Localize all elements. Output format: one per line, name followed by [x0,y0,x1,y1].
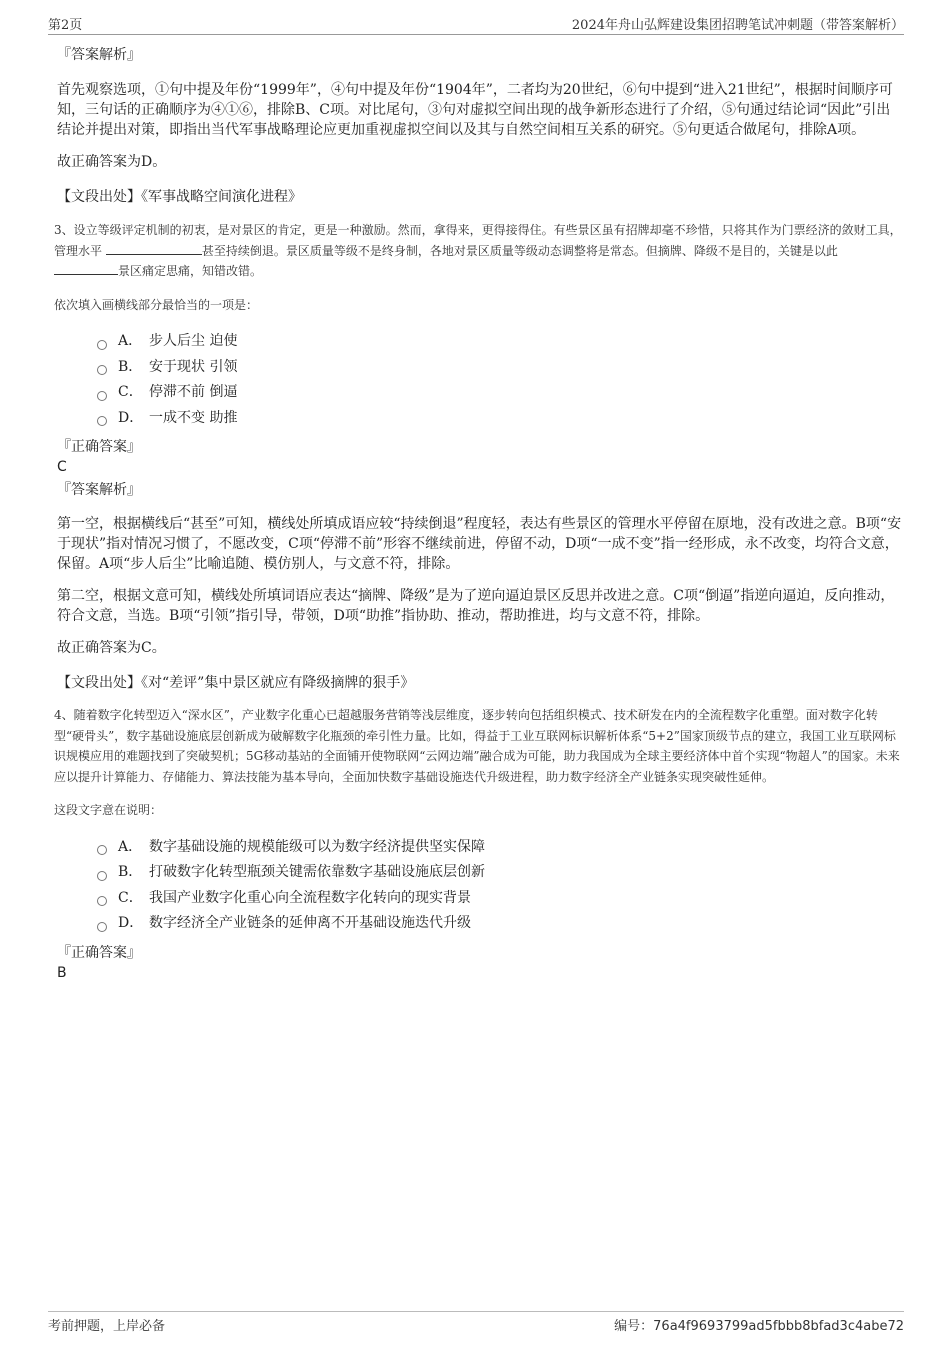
footer-slogan: 考前押题，上岸必备 [48,1319,166,1334]
page-footer [48,1311,904,1334]
radio-icon[interactable] [97,340,107,350]
fill-blank-1 [106,242,202,255]
answer-conclusion: 故正确答案为D。 [57,154,167,170]
options-list [57,329,904,431]
option-a[interactable]: A． 数字基础设施的规模能级可以为数字经济提供坚实保障 [97,835,904,861]
fill-blank-2 [54,262,118,275]
question-stem: 4、随着数字化转型迈入“深水区”，产业数字化重心已超越服务营销等浅层维度，逐步转向包括组织模式、技术研发在内的全流程数字化重塑。面对数字化转型“硬骨头”，数字基础设施底层创新成为破解数字化瓶颈的牵引性力量。比如，得益于工业互联网标识解析体系“5+2”国家顶级节点的建立，我国工业互联网标识规模应用的难题找到了突破契机；5G移动基站的全面铺开使物联网“云网边端”融合成为可能，助力我国成为全球主要经济体中首个实现“物超人”的国家。未来应以提升计算能力、存储能力、算法技能为基本导向，全面加快数字基础设施迭代升级进程，助力数字经济全产业链条实现突破性延伸。 [54,708,900,784]
options-list [57,835,904,937]
analysis-paragraph: 第一空，根据横线后“甚至”可知，横线处所填成语应较“持续倒退”程度轻，表达有些景区的管理水平停留在原地，没有改进之意。B项“安于现状”指对情况习惯了，不愿改变，C项“停滞不前”形容不继续前进，停留不动，D项“一成不变”指一经形成，永不改变，均符合文意，保留。A项“步人后尘”比喻追随、模仿别人，与文意不符，排除。 [57,516,902,572]
document-title: 2024年舟山弘辉建设集团招聘笔试冲刺题（带答案解析） [571,18,904,33]
radio-icon[interactable] [97,896,107,906]
question-stem: 3、设立等级评定机制的初衷，是对景区的肯定，更是一种激励。然而，拿得来，更得接得住。有些景区虽有招牌却毫不珍惜，只将其作为门票经济的敛财工具，管理水平 甚至持续倒退。景区质量等级不是终身制，各地对景区质量等级动态调整将是常态。但摘牌、降级不是目的，关键是以此 景区痛定思痛，知错改错。 [54,223,902,278]
analysis-heading: 『答案解析』 [57,482,141,498]
option-c[interactable]: C． 我国产业数字化重心向全流程数字化转向的现实背景 [97,886,904,912]
source-citation: 【文段出处】《对“差评”集中景区就应有降级摘牌的狠手》 [57,675,415,691]
radio-icon[interactable] [97,416,107,426]
question-3 [54,220,904,693]
radio-icon[interactable] [97,922,107,932]
radio-icon[interactable] [97,391,107,401]
analysis-heading: 『答案解析』 [57,47,141,63]
question-prompt: 依次填入画横线部分最恰当的一项是： [54,297,259,312]
option-d[interactable]: D． 一成不变 助推 [97,406,904,432]
document-code: 编号：76a4f9693799ad5fbbb8bfad3c4abe72 [614,1319,904,1334]
page-content [54,45,904,982]
option-b[interactable]: B． 安于现状 引领 [97,355,904,381]
answer-conclusion: 故正确答案为C。 [57,640,166,656]
page-header [48,14,904,35]
analysis-paragraph: 第二空，根据文意可知，横线处所填词语应表达“摘牌、降级”是为了逆向逼迫景区反思并改进之意。C项“倒逼”指逆向逼迫，反向推动，符合文意，当选。B项“引领”指引导，带领，D项“助推”指协助、推动，帮助推进，均与文意不符，排除。 [57,588,895,624]
radio-icon[interactable] [97,845,107,855]
radio-icon[interactable] [97,871,107,881]
question-4 [54,705,904,982]
correct-answer-heading: 『正确答案』 [57,944,141,961]
option-b[interactable]: B． 打破数字化转型瓶颈关键需依靠数字基础设施底层创新 [97,860,904,886]
correct-answer: B [57,964,67,981]
analysis-paragraph: 首先观察选项，①句中提及年份“1999年”，④句中提及年份“1904年”，二者均为20世纪，⑥句中提到“进入21世纪”，根据时间顺序可知，三句话的正确顺序为④①⑥，排除B、C项。对比尾句，③句对虚拟空间出现的战争新形态进行了介绍，⑤句通过结论词“因此”引出结论并提出对策，即指出当代军事战略理论应更加重视虚拟空间以及其与自然空间相互关系的研究。⑤句更适合做尾句，排除A项。 [57,82,893,138]
page-number: 第2页 [48,18,83,33]
correct-answer: C [57,459,67,475]
question-prompt: 这段文字意在说明： [54,803,163,817]
option-c[interactable]: C． 停滞不前 倒逼 [97,380,904,406]
source-citation: 【文段出处】《军事战略空间演化进程》 [57,189,302,205]
correct-answer-heading: 『正确答案』 [57,439,141,455]
option-d[interactable]: D． 数字经济全产业链条的延伸离不开基础设施迭代升级 [97,911,904,937]
option-a[interactable]: A． 步人后尘 迫使 [97,329,904,355]
radio-icon[interactable] [97,365,107,375]
